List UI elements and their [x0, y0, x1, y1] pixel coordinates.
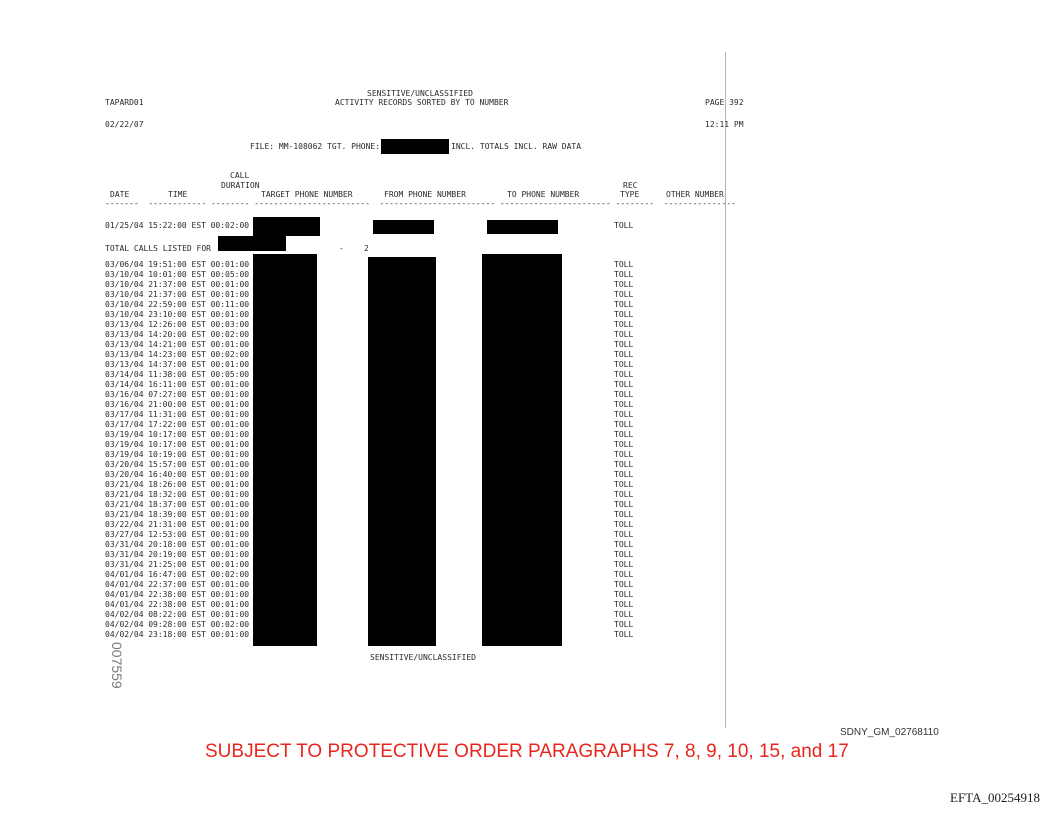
record-date: 03/14/04	[105, 380, 144, 389]
column-header-time: TIME	[168, 190, 188, 199]
record-date: 04/02/04	[105, 620, 144, 629]
record-time: 22:38:00 EST	[148, 590, 206, 599]
record-duration: 00:02:00	[210, 570, 250, 579]
record-date: 01/25/04	[105, 221, 144, 230]
record-type: TOLL	[614, 400, 634, 409]
record-type: TOLL	[614, 280, 634, 289]
record-date: 04/01/04	[105, 570, 144, 579]
record-time: 07:27:00 EST	[148, 390, 206, 399]
record-time: 10:17:00 EST	[148, 430, 206, 439]
redaction-column-from	[368, 257, 436, 646]
record-time: 23:10:00 EST	[148, 310, 206, 319]
record-duration: 00:05:00	[210, 270, 250, 279]
record-date: 03/19/04	[105, 450, 144, 459]
record-date: 03/19/04	[105, 430, 144, 439]
record-date: 03/14/04	[105, 370, 144, 379]
record-time: 12:26:00 EST	[148, 320, 206, 329]
record-duration: 00:01:00	[210, 340, 250, 349]
record-time: 22:37:00 EST	[148, 580, 206, 589]
record-time: 21:37:00 EST	[148, 290, 206, 299]
record-date: 03/31/04	[105, 560, 144, 569]
record-type: TOLL	[614, 610, 634, 619]
record-time: 21:31:00 EST	[148, 520, 206, 529]
record-time: 10:19:00 EST	[148, 450, 206, 459]
record-date: 03/21/04	[105, 510, 144, 519]
record-time: 11:38:00 EST	[148, 370, 206, 379]
redaction-column-to	[482, 254, 562, 646]
record-date: 03/19/04	[105, 440, 144, 449]
record-duration: 00:11:00	[210, 300, 250, 309]
record-duration: 00:02:00	[210, 221, 250, 230]
redaction-box-target-number	[253, 217, 320, 236]
record-type: TOLL	[614, 380, 634, 389]
run-date: 02/22/07	[105, 120, 144, 129]
classification-footer: SENSITIVE/UNCLASSIFIED	[370, 653, 476, 662]
record-duration: 00:05:00	[210, 370, 250, 379]
record-time: 20:19:00 EST	[148, 550, 206, 559]
record-time: 11:31:00 EST	[148, 410, 206, 419]
record-type: TOLL	[614, 270, 634, 279]
record-date: 03/13/04	[105, 330, 144, 339]
column-header-rec: REC	[623, 181, 638, 190]
record-date: 03/13/04	[105, 320, 144, 329]
record-duration: 00:01:00	[210, 610, 250, 619]
column-header-other-number: OTHER NUMBER	[666, 190, 724, 199]
record-type: TOLL	[614, 350, 634, 359]
record-time: 18:32:00 EST	[148, 490, 206, 499]
record-time: 18:37:00 EST	[148, 500, 206, 509]
record-duration: 00:01:00	[210, 490, 250, 499]
record-time: 14:23:00 EST	[148, 350, 206, 359]
column-header-call: CALL	[230, 171, 250, 180]
record-duration: 00:01:00	[210, 590, 250, 599]
record-time: 19:51:00 EST	[148, 260, 206, 269]
record-duration: 00:03:00	[210, 320, 250, 329]
record-duration: 00:01:00	[210, 400, 250, 409]
record-time: 17:22:00 EST	[148, 420, 206, 429]
record-type: TOLL	[614, 510, 634, 519]
record-duration: 00:01:00	[210, 600, 250, 609]
file-line-prefix: FILE: MM-108062 TGT. PHONE:	[250, 142, 381, 151]
record-duration: 00:01:00	[210, 380, 250, 389]
first-record-row	[0, 221, 740, 231]
record-duration: 00:01:00	[210, 480, 250, 489]
record-date: 03/31/04	[105, 540, 144, 549]
record-duration: 00:01:00	[210, 550, 250, 559]
page-number: PAGE 392	[705, 98, 744, 107]
report-title: ACTIVITY RECORDS SORTED BY TO NUMBER	[335, 98, 509, 107]
record-type: TOLL	[614, 470, 634, 479]
record-time: 10:01:00 EST	[148, 270, 206, 279]
column-header-date: DATE	[110, 190, 130, 199]
record-duration: 00:01:00	[210, 470, 250, 479]
record-date: 03/31/04	[105, 550, 144, 559]
record-type: TOLL	[614, 540, 634, 549]
record-time: 16:11:00 EST	[148, 380, 206, 389]
record-time: 14:20:00 EST	[148, 330, 206, 339]
record-time: 18:39:00 EST	[148, 510, 206, 519]
record-duration: 00:01:00	[210, 290, 250, 299]
record-time: 21:37:00 EST	[148, 280, 206, 289]
record-duration: 00:01:00	[210, 360, 250, 369]
record-time: 09:28:00 EST	[148, 620, 206, 629]
record-time: 14:21:00 EST	[148, 340, 206, 349]
record-duration: 00:01:00	[210, 450, 250, 459]
record-date: 03/21/04	[105, 490, 144, 499]
record-type: TOLL	[614, 500, 634, 509]
record-date: 03/06/04	[105, 260, 144, 269]
record-date: 03/20/04	[105, 470, 144, 479]
record-date: 03/22/04	[105, 520, 144, 529]
record-duration: 00:01:00	[210, 510, 250, 519]
record-type: TOLL	[614, 330, 634, 339]
record-type: TOLL	[614, 580, 634, 589]
run-time: 12:11 PM	[705, 120, 744, 129]
record-duration: 00:01:00	[210, 420, 250, 429]
record-duration: 00:01:00	[210, 440, 250, 449]
record-date: 03/10/04	[105, 280, 144, 289]
file-line-suffix: INCL. TOTALS INCL. RAW DATA	[451, 142, 582, 151]
record-duration: 00:01:00	[210, 530, 250, 539]
redaction-column-target	[253, 254, 317, 646]
record-type: TOLL	[614, 630, 634, 639]
record-duration: 00:01:00	[210, 560, 250, 569]
record-date: 03/10/04	[105, 300, 144, 309]
record-type: TOLL	[614, 290, 634, 299]
column-header-target-phone: TARGET PHONE NUMBER	[261, 190, 353, 199]
record-date: 03/10/04	[105, 270, 144, 279]
record-duration: 00:01:00	[210, 260, 250, 269]
column-header-from-phone: FROM PHONE NUMBER	[384, 190, 466, 199]
record-duration: 00:01:00	[210, 500, 250, 509]
record-type: TOLL	[614, 410, 634, 419]
record-time: 16:47:00 EST	[148, 570, 206, 579]
record-time: 20:18:00 EST	[148, 540, 206, 549]
record-duration: 00:01:00	[210, 630, 250, 639]
record-type: TOLL	[614, 300, 634, 309]
record-time: 10:17:00 EST	[148, 440, 206, 449]
record-duration: 00:01:00	[210, 580, 250, 589]
record-time: 21:00:00 EST	[148, 400, 206, 409]
record-date: 03/13/04	[105, 350, 144, 359]
record-date: 04/01/04	[105, 580, 144, 589]
record-time: 22:59:00 EST	[148, 300, 206, 309]
record-type: TOLL	[614, 490, 634, 499]
record-type: TOLL	[614, 370, 634, 379]
record-time: 22:38:00 EST	[148, 600, 206, 609]
record-date: 04/02/04	[105, 610, 144, 619]
record-date: 04/01/04	[105, 600, 144, 609]
record-duration: 00:01:00	[210, 310, 250, 319]
report-code: TAPARD01	[105, 98, 144, 107]
record-type: TOLL	[614, 480, 634, 489]
record-date: 04/02/04	[105, 630, 144, 639]
record-type: TOLL	[614, 570, 634, 579]
record-type: TOLL	[614, 450, 634, 459]
totals-separator: -	[339, 244, 344, 253]
record-time: 21:25:00 EST	[148, 560, 206, 569]
record-duration: 00:01:00	[210, 280, 250, 289]
record-date: 03/16/04	[105, 390, 144, 399]
record-time: 23:18:00 EST	[148, 630, 206, 639]
record-type: TOLL	[614, 360, 634, 369]
record-date: 04/01/04	[105, 590, 144, 599]
record-type: TOLL	[614, 221, 634, 230]
record-date: 03/17/04	[105, 410, 144, 419]
record-date: 03/10/04	[105, 310, 144, 319]
record-date: 03/17/04	[105, 420, 144, 429]
record-type: TOLL	[614, 620, 634, 629]
record-type: TOLL	[614, 420, 634, 429]
record-time: 08:22:00 EST	[148, 610, 206, 619]
record-type: TOLL	[614, 310, 634, 319]
record-type: TOLL	[614, 260, 634, 269]
record-type: TOLL	[614, 390, 634, 399]
record-date: 03/27/04	[105, 530, 144, 539]
bates-number-efta: EFTA_00254918	[950, 790, 1040, 805]
record-duration: 00:01:00	[210, 410, 250, 419]
record-date: 03/16/04	[105, 400, 144, 409]
record-type: TOLL	[614, 590, 634, 599]
record-time: 12:53:00 EST	[148, 530, 206, 539]
record-date: 03/20/04	[105, 460, 144, 469]
column-header-duration: DURATION	[221, 181, 260, 190]
totals-count: 2	[364, 244, 369, 253]
column-header-type: TYPE	[620, 190, 640, 199]
record-type: TOLL	[614, 560, 634, 569]
redaction-box-totals-number	[218, 236, 286, 251]
record-duration: 00:02:00	[210, 620, 250, 629]
record-duration: 00:01:00	[210, 390, 250, 399]
record-date: 03/10/04	[105, 290, 144, 299]
record-duration: 00:02:00	[210, 350, 250, 359]
record-time: 15:22:00 EST	[148, 221, 206, 230]
record-date: 03/21/04	[105, 500, 144, 509]
redaction-box-from-number	[373, 220, 434, 234]
record-type: TOLL	[614, 340, 634, 349]
bates-stamp-vertical: 007559	[109, 642, 125, 689]
totals-label: TOTAL CALLS LISTED FOR	[105, 244, 211, 253]
redaction-box-target-phone	[381, 139, 449, 154]
record-type: TOLL	[614, 430, 634, 439]
record-type: TOLL	[614, 440, 634, 449]
record-duration: 00:01:00	[210, 540, 250, 549]
record-time: 15:57:00 EST	[148, 460, 206, 469]
record-duration: 00:02:00	[210, 330, 250, 339]
record-time: 16:40:00 EST	[148, 470, 206, 479]
redaction-box-to-number	[487, 220, 558, 234]
record-duration: 00:01:00	[210, 430, 250, 439]
protective-order-notice: SUBJECT TO PROTECTIVE ORDER PARAGRAPHS 7, 8, 9, 10, 15, and 17	[205, 741, 849, 762]
column-header-to-phone: TO PHONE NUMBER	[507, 190, 580, 199]
record-time: 14:37:00 EST	[148, 360, 206, 369]
column-rule: ------- ------------ -------- ------------------------ ------------------------ ----------------------- -------- ---------------	[105, 199, 736, 208]
record-type: TOLL	[614, 460, 634, 469]
record-type: TOLL	[614, 320, 634, 329]
record-type: TOLL	[614, 530, 634, 539]
record-duration: 00:01:00	[210, 460, 250, 469]
record-date: 03/13/04	[105, 340, 144, 349]
bates-number-sdny: SDNY_GM_02768110	[840, 727, 939, 738]
record-time: 18:26:00 EST	[148, 480, 206, 489]
record-duration: 00:01:00	[210, 520, 250, 529]
record-type: TOLL	[614, 520, 634, 529]
record-date: 03/13/04	[105, 360, 144, 369]
classification-header: SENSITIVE/UNCLASSIFIED	[367, 89, 473, 98]
record-type: TOLL	[614, 550, 634, 559]
record-type: TOLL	[614, 600, 634, 609]
record-date: 03/21/04	[105, 480, 144, 489]
